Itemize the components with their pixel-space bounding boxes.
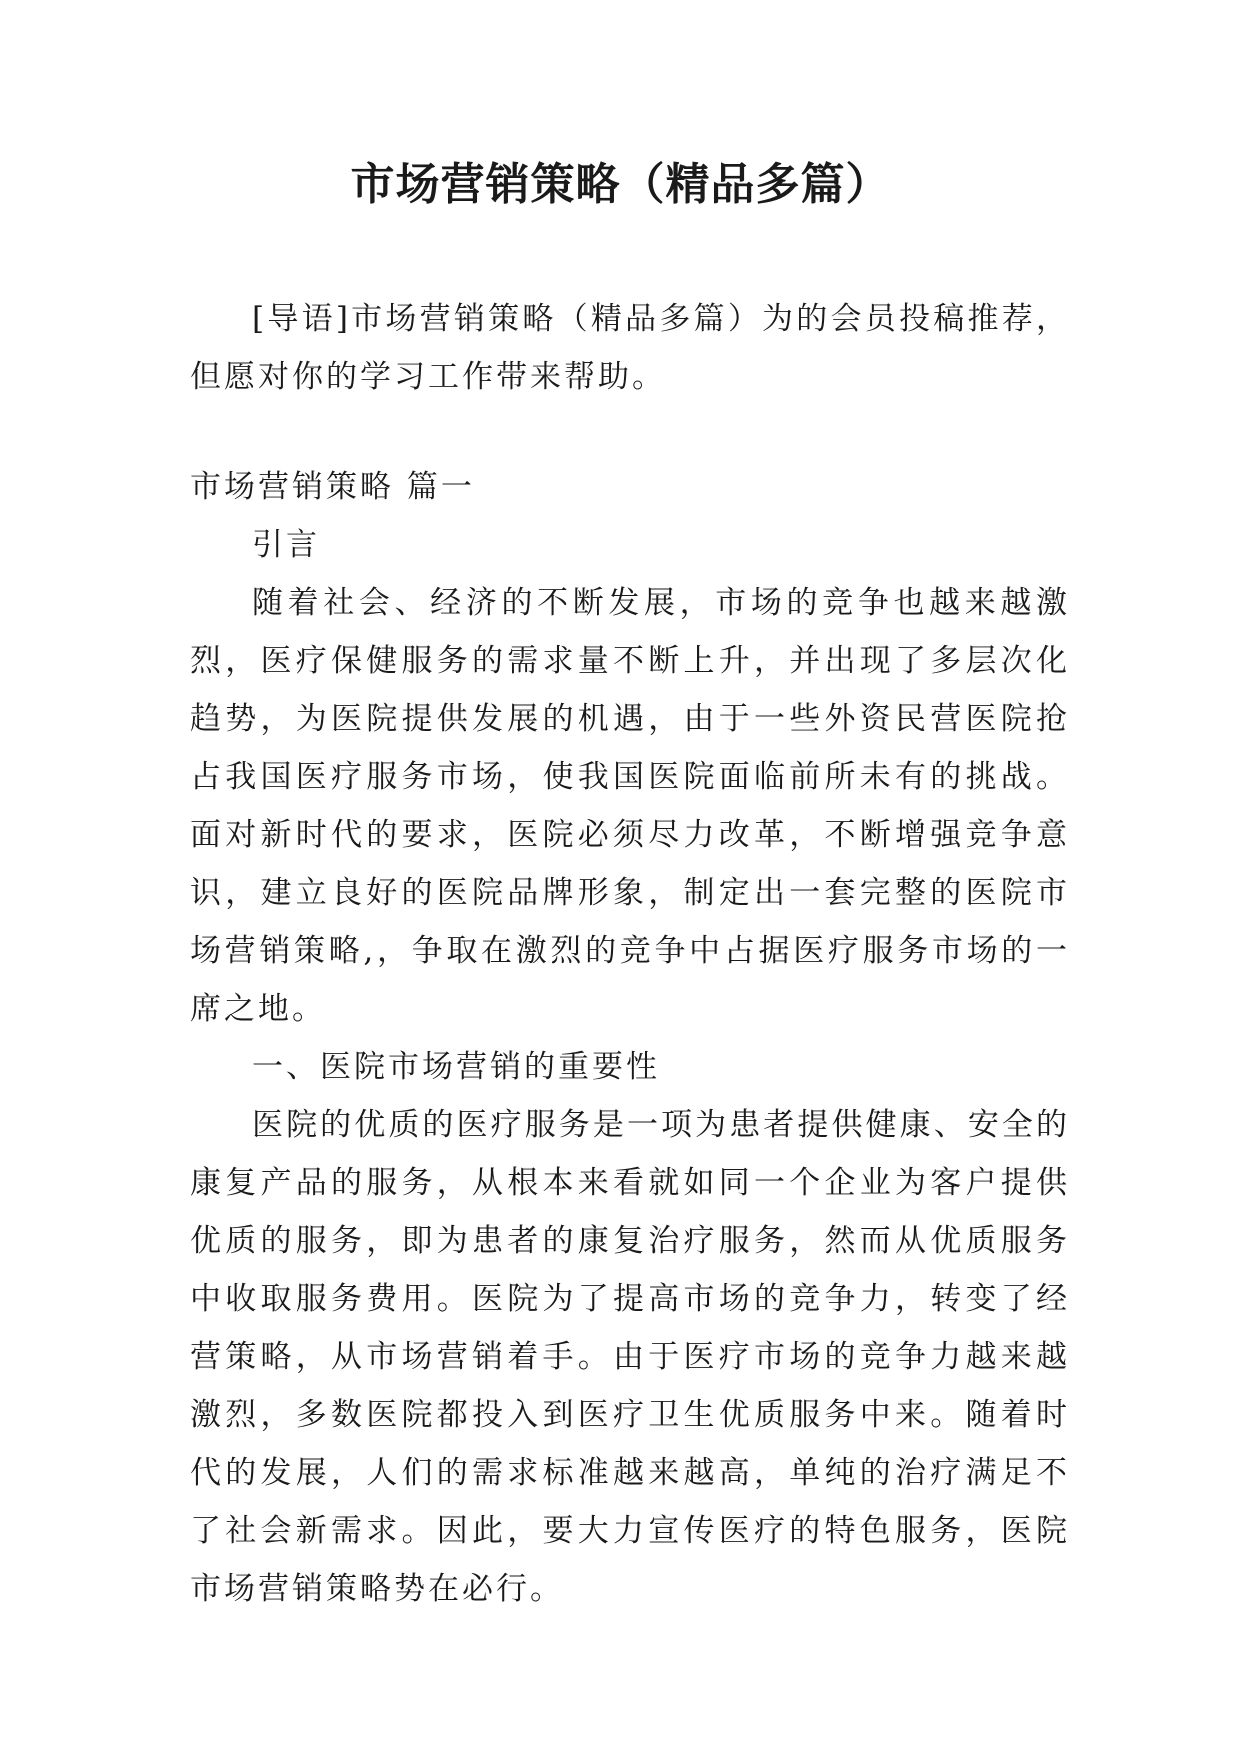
intro-block [190,290,1070,406]
paragraph-introduction-heading: 引言 [252,527,320,563]
body-block [190,458,1070,1618]
section-title: 市场营销策略 篇一 [190,469,475,505]
paragraph-importance: 医院的优质的医疗服务是一项为患者提供健康、安全的康复产品的服务，从根本来看就如同一个企业为客户提供优质的服务，即为患者的康复治疗服务，然而从优质服务中收取服务费用。医院为了提高市场的竞争力，转变了经营策略，从市场营销着手。由于医疗市场的竞争力越来越激烈，多数医院都投入到医疗卫生优质服务中来。随着时代的发展，人们的需求标准越来越高，单纯的治疗满足不了社会新需求。因此，要大力宣传医疗的特色服务，医院市场营销策略势在必行。 [190,1107,1070,1607]
document-title: 市场营销策略（精品多篇） [350,159,891,210]
paragraph-importance-heading: 一、医院市场营销的重要性 [252,1049,660,1085]
paragraph-background: 随着社会、经济的不断发展，市场的竞争也越来越激烈，医疗保健服务的需求量不断上升，并出现了多层次化趋势，为医院提供发展的机遇，由于一些外资民营医院抢占我国医疗服务市场，使我国医院面临前所未有的挑战。面对新时代的要求，医院必须尽力改革，不断增强竞争意识，建立良好的医院品牌形象，制定出一套完整的医院市场营销策略,，争取在激烈的竞争中占据医疗服务市场的一席之地。 [190,585,1070,1027]
intro-paragraph: [导语]市场营销策略（精品多篇）为的会员投稿推荐，但愿对你的学习工作带来帮助。 [190,301,1070,395]
